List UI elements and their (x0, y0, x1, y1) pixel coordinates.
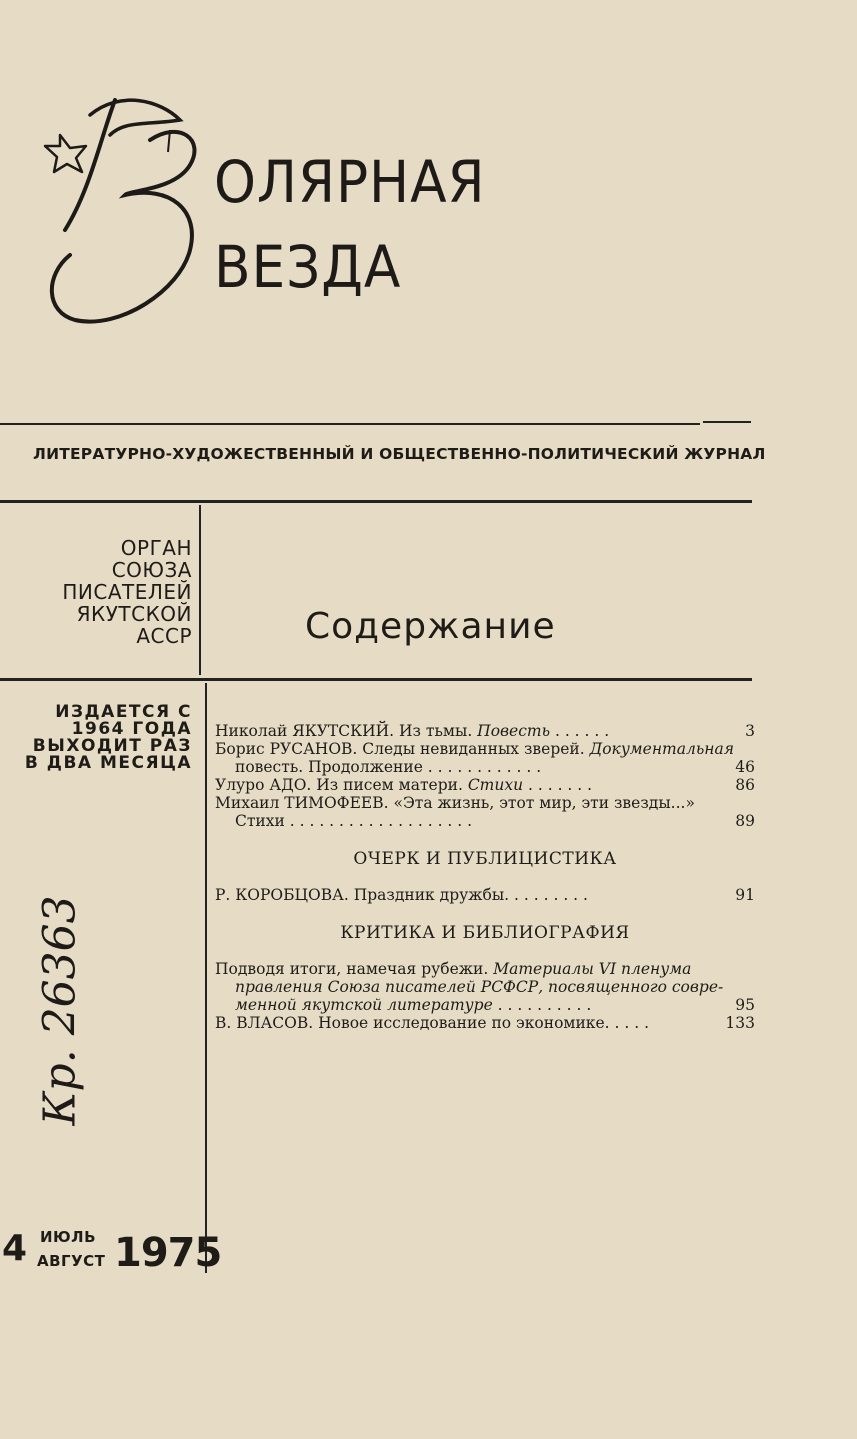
toc-entry (215, 812, 755, 830)
issue-year: 1975 (114, 1230, 222, 1276)
toc-title: Стихи (467, 776, 524, 794)
table-of-contents (215, 722, 755, 1032)
toc-entry (215, 978, 755, 996)
toc-page: 91 (735, 886, 755, 904)
issue-month1: ИЮЛЬ (40, 1228, 97, 1246)
vertical-rule (199, 505, 201, 675)
issue-number: 4 (2, 1228, 28, 1269)
toc-page: 95 (735, 996, 755, 1014)
toc-author: Стихи (235, 812, 285, 830)
toc-title: менной якутской литературе (235, 996, 493, 1014)
organ-line: СОЮЗА (111, 558, 192, 582)
toc-dots: . . . . . . . (523, 776, 593, 794)
contents-heading: Содержание (305, 606, 556, 647)
organ-line: АССР (136, 624, 192, 648)
top-rule-right (703, 421, 751, 423)
toc-entry (215, 722, 755, 740)
toc-page: 133 (725, 1014, 755, 1032)
middle-rule (0, 678, 752, 681)
toc-author: В. ВЛАСОВ. Новое исследование по экономике. (215, 1014, 610, 1032)
handwritten-note: Кр. 26363 (34, 895, 86, 1126)
toc-dots: . . . . . . . . . . . . . . . . . . . (284, 812, 473, 830)
toc-title: Повесть (477, 722, 551, 740)
toc-title: Материалы VI пленума (493, 960, 692, 978)
toc-dots: . . . . . . . . (509, 886, 588, 904)
pub-line: В ДВА МЕСЯЦА (24, 753, 192, 773)
pub-line: ВЫХОДИТ РАЗ (32, 736, 192, 756)
toc-author: Борис РУСАНОВ. Следы невиданных зверей. (215, 740, 590, 758)
toc-entry (215, 1014, 755, 1032)
star-icon (45, 135, 86, 172)
toc-entry (215, 886, 755, 904)
toc-author: Р. КОРОБЦОВА. Праздник дружбы. (215, 886, 510, 904)
toc-author: Михаил ТИМОФЕЕВ. «Эта жизнь, этот мир, эти звезды...» (215, 794, 695, 812)
toc-entry (215, 960, 755, 978)
toc-author: повесть. Продолжение (235, 758, 423, 776)
toc-author: Подводя итоги, намечая рубежи. (215, 960, 494, 978)
masthead-line1: ОЛЯРНАЯ (214, 148, 486, 216)
toc-page: 89 (735, 812, 755, 830)
vertical-rule-lower (205, 683, 207, 1273)
organ-line: ЯКУТСКОЙ (76, 602, 192, 626)
organ-block (12, 537, 192, 647)
pub-line: ИЗДАЕТСЯ С (55, 702, 192, 722)
toc-entry (215, 776, 755, 794)
toc-entry (215, 740, 755, 758)
toc-entry (215, 794, 755, 812)
issue-month2: АВГУСТ (37, 1252, 106, 1270)
top-rule (0, 423, 700, 425)
toc-entry (215, 996, 755, 1014)
masthead-line2: ВЕЗДА (214, 233, 402, 301)
toc-dots: . . . . . . . . . . (492, 996, 592, 1014)
subtitle-rule (0, 500, 752, 503)
toc-author: Улуро АДО. Из писем матери. (215, 776, 468, 794)
section-heading: КРИТИКА И БИБЛИОГРАФИЯ (340, 923, 630, 943)
toc-author: Николай ЯКУТСКИЙ. Из тьмы. (215, 722, 478, 740)
toc-page: 3 (745, 722, 755, 740)
toc-page: 86 (735, 776, 755, 794)
toc-dots: . . . . . . . . . . . . (422, 758, 542, 776)
logo-monogram (30, 80, 220, 330)
toc-dots: . . . . (609, 1014, 649, 1032)
organ-line: ОРГАН (120, 536, 192, 560)
section-heading: ОЧЕРК И ПУБЛИЦИСТИКА (353, 849, 617, 869)
toc-title: Документальная (589, 740, 734, 758)
toc-page: 46 (735, 758, 755, 776)
publication-info (2, 704, 192, 772)
toc-title: правления Союза писателей РСФСР, посвященного совре- (235, 978, 724, 996)
organ-line: ПИСАТЕЛЕЙ (62, 580, 192, 604)
pub-line: 1964 ГОДА (71, 719, 192, 739)
journal-subtitle: ЛИТЕРАТУРНО-ХУДОЖЕСТВЕННЫЙ И ОБЩЕСТВЕННО-ПОЛИТИЧЕСКИЙ ЖУРНАЛ (33, 445, 766, 463)
toc-entry (215, 758, 755, 776)
toc-dots: . . . . . . (550, 722, 610, 740)
